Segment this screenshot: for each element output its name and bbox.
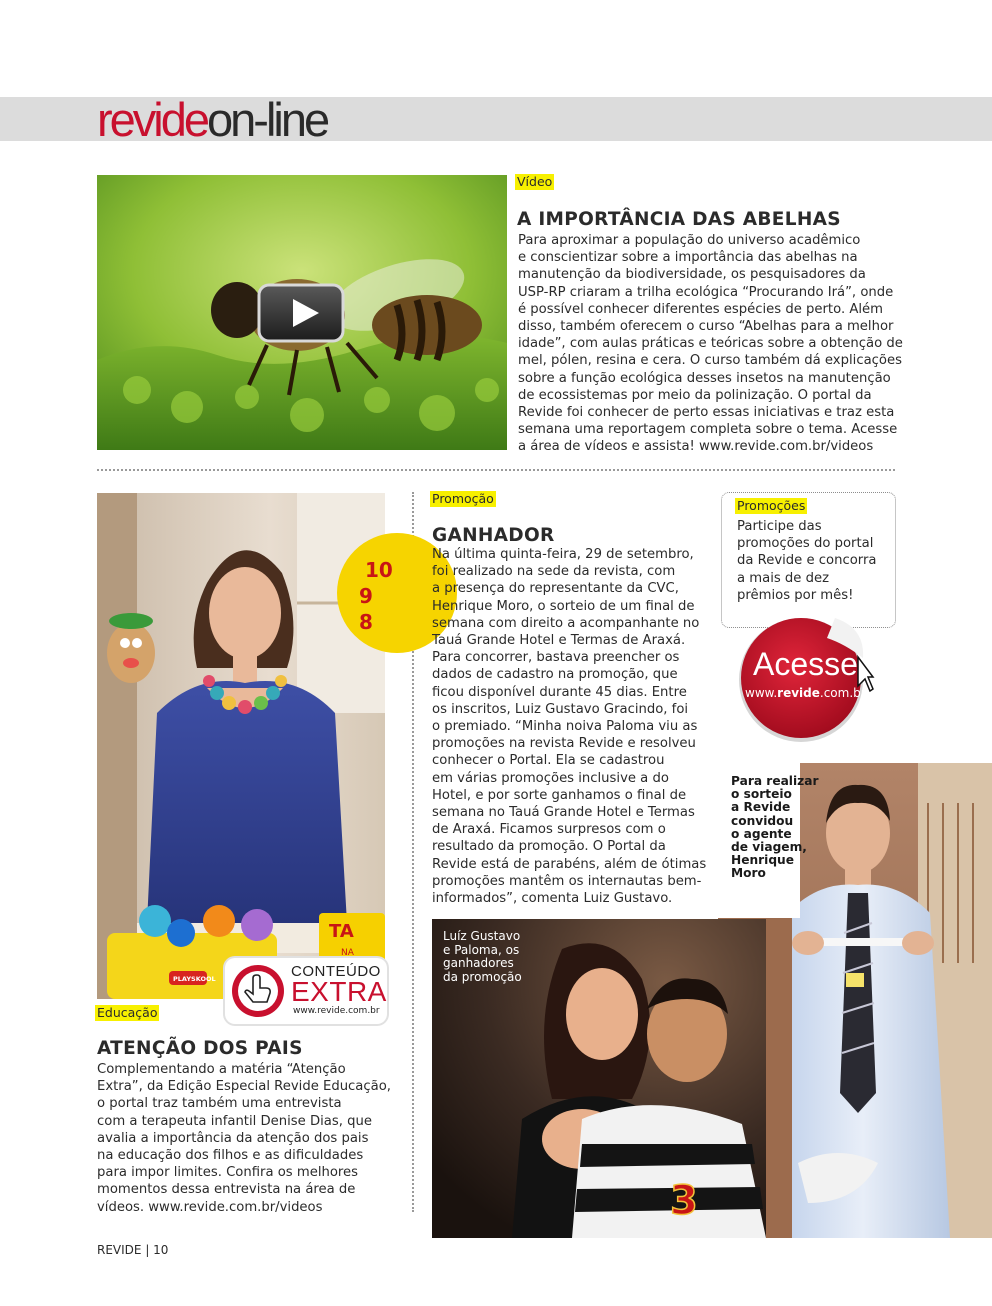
body-line: mel, pólen, resina e cera. O curso também dá explicações [518,353,902,369]
footer-separator: | [141,1243,154,1257]
body-line: de Araxá. Ficamos surpresos com o [432,822,666,838]
conteudo-extra-badge[interactable] [225,958,387,1024]
acesse-badge[interactable] [735,608,873,746]
arrow-cursor-icon [857,656,873,694]
body-line: Extra”, da Edição Especial Revide Educação, [97,1079,391,1095]
masthead-section: on-line [207,93,328,146]
body-line: ficou disponível durante 45 dias. Entre [432,684,687,700]
education-tag: Educação [97,1005,158,1020]
extra-line1: CONTEÚDO [291,963,381,980]
body-line: Para concorrer, bastava preencher os [432,650,680,666]
body-line: Tauá Grande Hotel e Termas de Araxá. [432,633,686,649]
masthead-brand: revide [97,93,208,146]
extra-url[interactable]: www.revide.com.br [293,1006,380,1016]
body-line: avalia a importância da atenção dos pais [97,1130,369,1146]
body-line: Henrique Moro, o sorteio de um final de [432,598,695,614]
body-line: Na última quinta-feira, 29 de setembro, [432,547,694,562]
caption-line: ganhadores [443,956,514,970]
body-line: a presença do representante da CVC, [432,581,679,597]
acesse-label: Acesse [753,646,858,682]
page-number: 10 [153,1243,169,1257]
education-body [97,1061,397,1216]
body-line: sobre a função ecológica desses insetos na manutenção [518,370,891,386]
caption-line: convidou [731,813,794,828]
toy-brand-text: PLAYSKOOL [173,975,216,983]
therapist-photo [97,493,393,999]
body-line: Revide está de parabéns, além de ótimas [432,856,707,872]
body-line: na educação dos filhos e as dificuldades [97,1148,364,1164]
promocoes-text [737,518,876,604]
promo-headline: GANHADOR [432,525,555,546]
body-line: momentos dessa entrevista na área de [97,1182,356,1198]
body-line: semana uma reportagem completa sobre o tema. Acesse [518,422,898,438]
body-line: informados”, comenta Luiz Gustavo. [432,891,673,907]
bee-video-thumbnail[interactable] [97,175,507,450]
masthead [97,92,327,148]
body-line: o portal traz também uma entrevista [97,1096,342,1112]
caption-line: de viagem, [731,840,807,855]
acesse-url-suffix: .com.br [819,686,866,700]
body-line: o premiado. “Minha noiva Paloma viu as [432,719,698,735]
footer [97,1243,168,1257]
clock-number: 8 [359,610,373,634]
hand-cursor-icon [231,964,285,1018]
body-line: Complementando a matéria “Atenção [97,1062,346,1077]
promo-tag: Promoção [432,491,494,506]
body-line: prêmios por mês! [737,587,854,603]
body-line: é possível conhecer diferentes espécies de perto. Além [518,301,883,317]
agent-caption [731,775,819,881]
acesse-url-brand: revide [777,686,820,700]
promo-body [432,546,712,907]
body-line: da Revide e concorra [737,553,877,569]
body-line: foi realizado na sede da revista, com [432,564,676,580]
body-line: idade”, com aulas práticas e teóricas sobre a obtenção de [518,336,903,352]
body-line: Participe das [737,519,822,534]
body-line: em várias promoções inclusive a do [432,770,669,786]
body-line: a mais de dez [737,570,830,586]
body-line: semana no Tauá Grande Hotel e Termas [432,805,695,821]
body-line: a área de vídeos e assista! www.revide.com.br/videos [518,439,874,455]
body-line: promoções do portal [737,536,874,552]
caption-line: o agente [731,826,792,841]
video-tag: Vídeo [517,174,553,189]
play-icon[interactable] [259,285,343,341]
acesse-url-prefix: www. [745,686,778,700]
shirt-number: 3 [670,1178,698,1224]
body-line: resultado da promoção. O Portal da [432,839,666,855]
caption-line: Luíz Gustavo [443,929,521,943]
body-line: promoções mantêm os internautas bem- [432,873,702,889]
video-headline: A IMPORTÂNCIA DAS ABELHAS [517,209,841,230]
acesse-url[interactable] [745,686,866,700]
body-line: promoções na revista Revide e resolveu [432,736,696,752]
video-body [518,232,903,456]
body-line: manutenção da biodiversidade, os pesquisadores da [518,267,866,283]
body-line: para impor limites. Confira os melhores [97,1165,359,1181]
education-headline: ATENÇÃO DOS PAIS [97,1038,303,1059]
body-line: disso, também oferecem o curso “Abelhas para a melhor [518,319,894,335]
body-line: com a terapeuta infantil Denise Dias, que [97,1113,372,1129]
section-divider [97,469,895,471]
body-line: os inscritos, Luiz Gustavo Gracindo, foi [432,701,689,717]
body-line: USP-RP criaram a trilha ecológica “Procurando Irá”, onde [518,284,894,300]
body-line: de ecossistemas por meio da polinização. O portal da [518,387,872,403]
caption-line: da promoção [443,969,522,984]
caption-line: o sorteio [731,787,792,802]
extra-line2: EXTRA [291,976,387,1007]
caption-line: Para realizar [731,774,819,788]
caption-line: Henrique [731,853,794,868]
body-line: Revide foi conhecer de perto essas iniciativas e traz esta [518,405,895,421]
caption-line: Moro [731,866,766,881]
body-line: e conscientizar sobre a importância das abelhas na [518,250,858,266]
body-line: conhecer o Portal. Ela se cadastrou [432,753,665,769]
caption-line: e Paloma, os [443,942,520,957]
body-line: vídeos. www.revide.com.br/videos [97,1199,323,1215]
winners-caption [443,930,522,984]
clock-number: 9 [359,584,373,608]
body-line: Para aproximar a população do universo acadêmico [518,233,861,248]
toy-box-text: TA [329,921,354,942]
toy-box-text: NA [341,948,354,958]
clock-number: 10 [365,558,393,582]
body-line: semana com direito a acompanhante no [432,615,700,631]
caption-line: a Revide [731,800,791,815]
promocoes-tag: Promoções [737,498,806,513]
footer-label: REVIDE [97,1243,142,1257]
body-line: Hotel, e por sorte ganhamos o final de [432,787,687,803]
body-line: dados de cadastro na promoção, que [432,667,678,683]
